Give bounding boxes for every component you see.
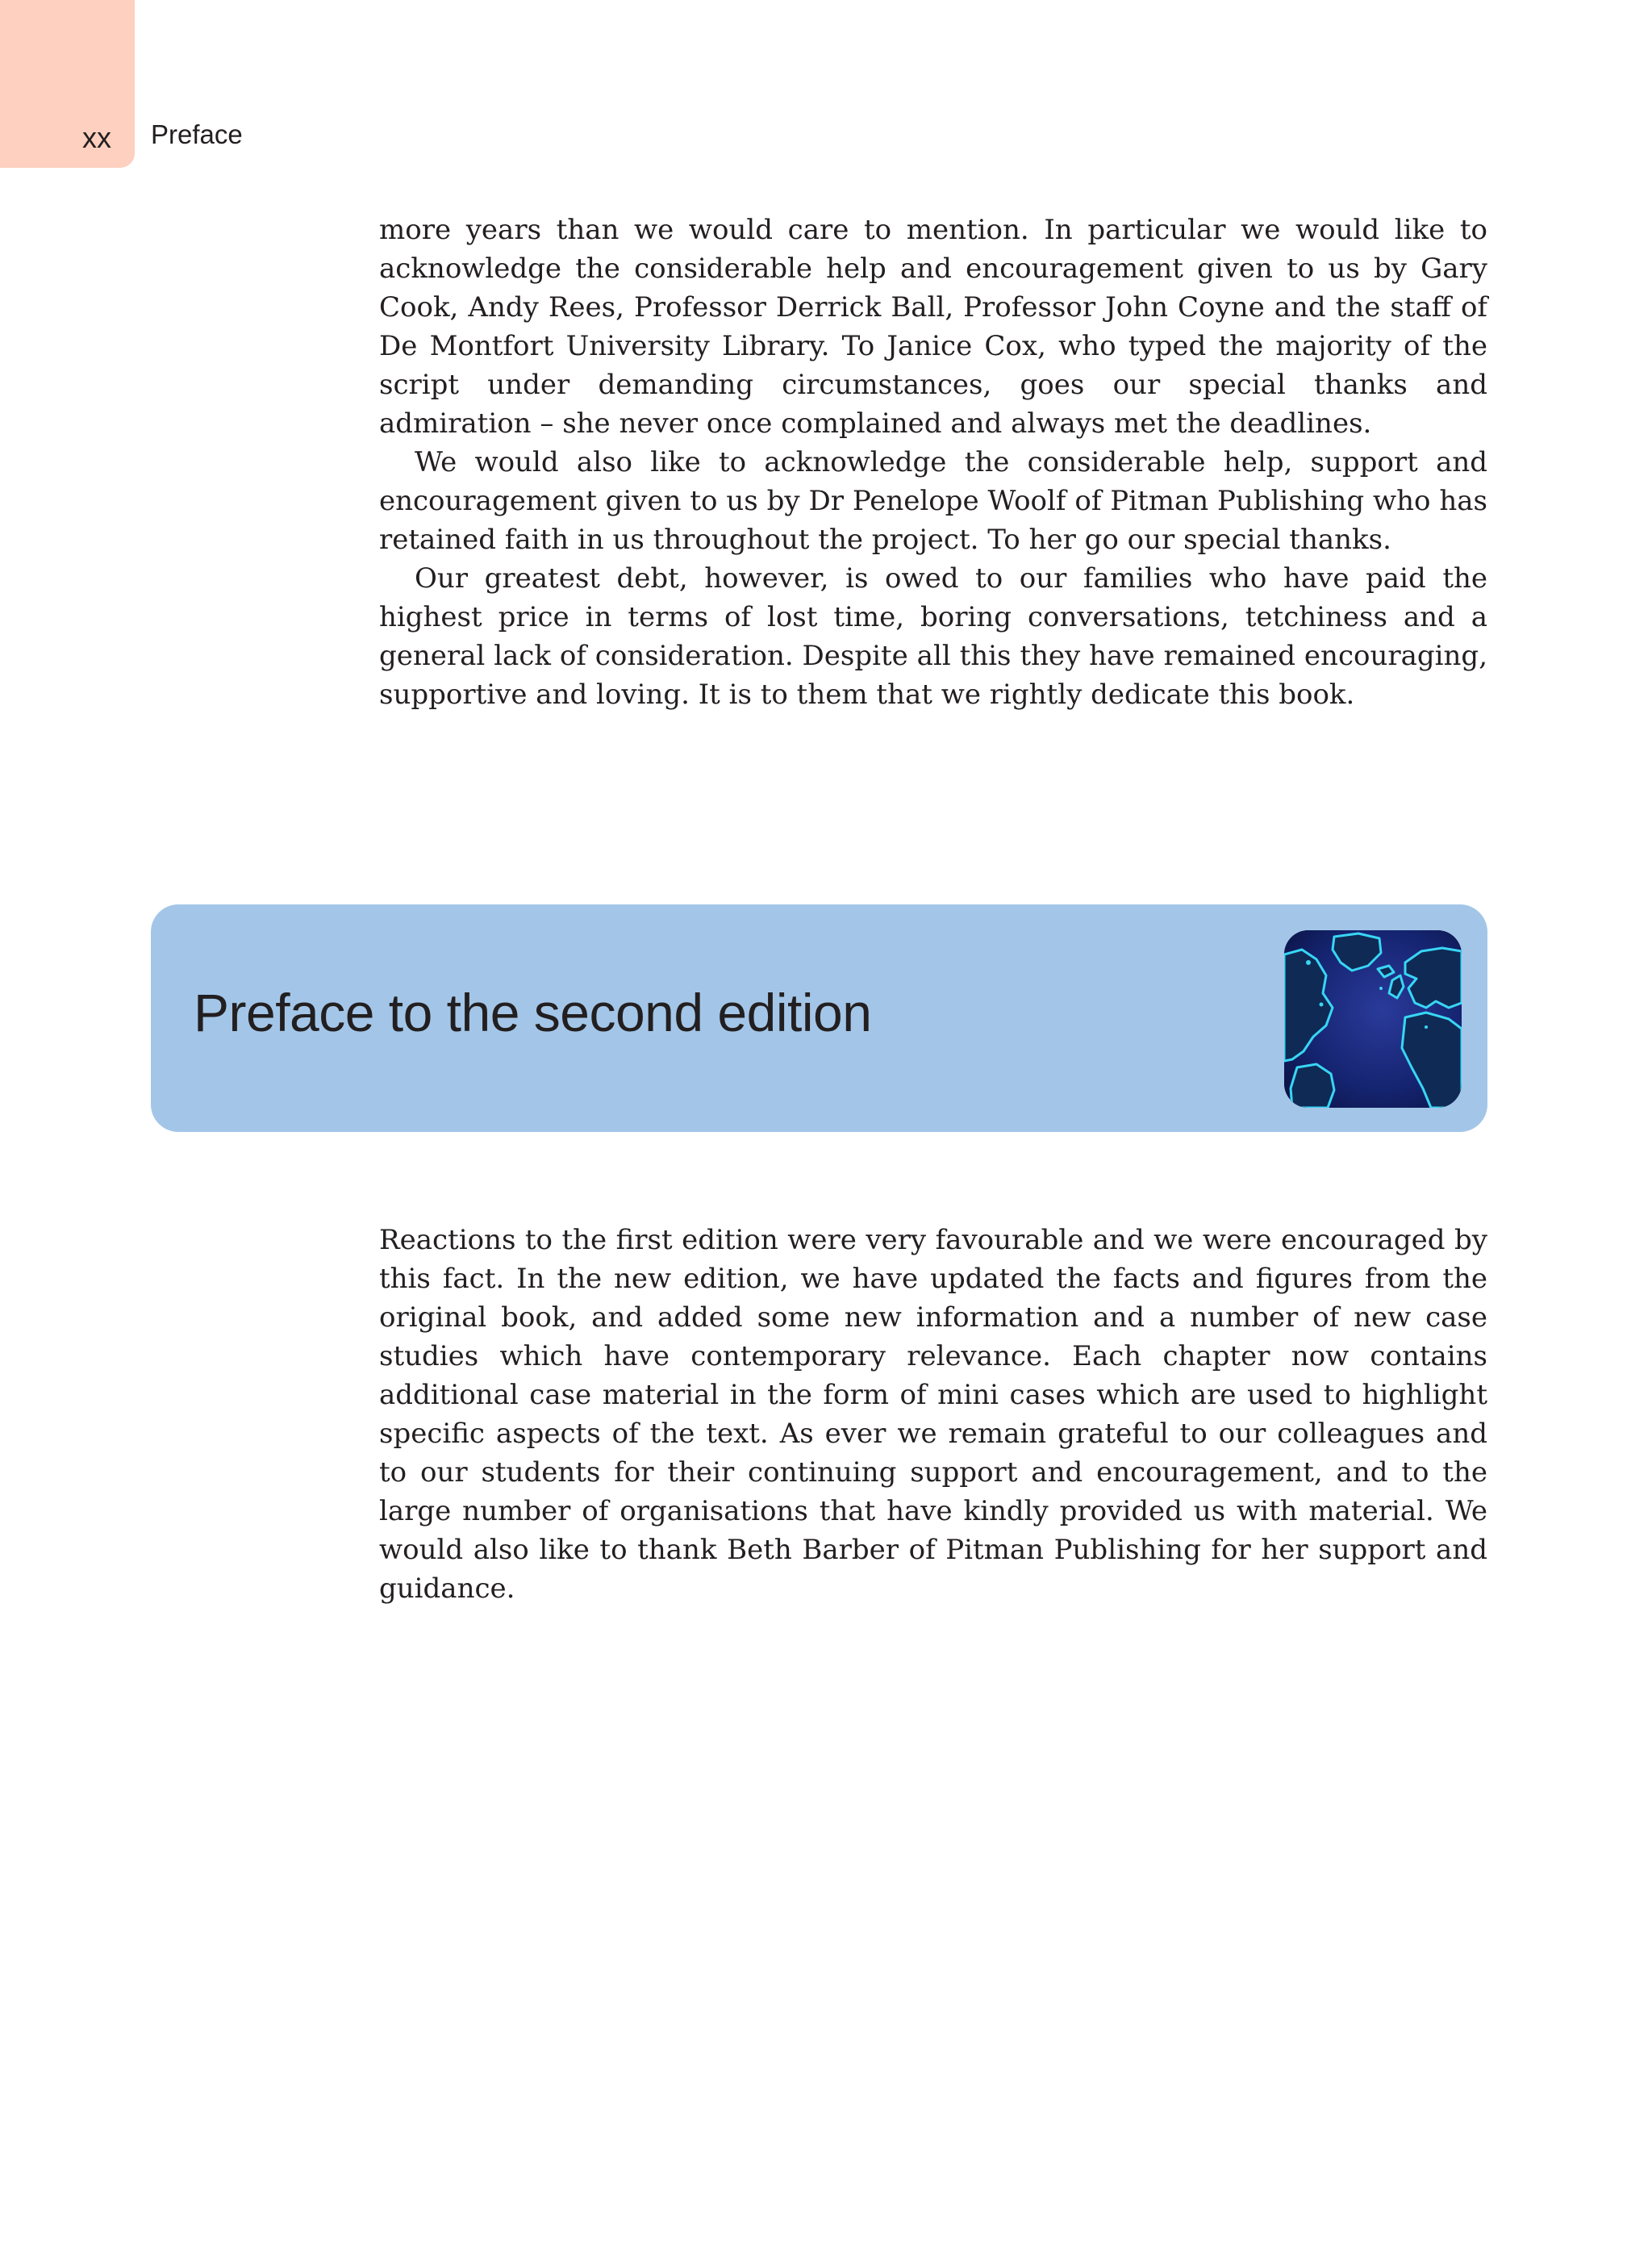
paragraph: more years than we would care to mention. In particular we would like to acknowledge the considerable help and encouragement given to us by Gary Cook, Andy Rees, Professor Derrick Ball, Professor John Coyne and the staff of De Montfort University Library. To Janice Cox, who typed the majority of the script under demanding circumstances, goes our special thanks and admiration – she never once complained and always met the deadlines. (379, 214, 1487, 440)
preface-continued-text (379, 211, 1487, 714)
paragraph: Our greatest debt, however, is owed to our families who have paid the highest price in terms of lost time, boring conversations, tetchiness and a general lack of consideration. Despite all this they have remained encouraging, supportive and loving. It is to them that we rightly dedicate this book. (379, 562, 1487, 711)
page-number: xx (82, 121, 111, 154)
world-map-icon (1284, 930, 1462, 1108)
paragraph: We would also like to acknowledge the considerable help, support and encouragement given to us by Dr Penelope Woolf of Pitman Publishing who has retained faith in us throughout the project. To her go our special thanks. (379, 446, 1487, 556)
second-edition-text (379, 1221, 1487, 1608)
paragraph: Reactions to the first edition were very favourable and we were encouraged by this fact. In the new edition, we have updated the facts and figures from the original book, and added some new information and a number of new case studies which have contemporary relevance. Each chapter now contains additional case material in the form of mini cases which are used to highlight specific aspects of the text. As ever we remain grateful to our colleagues and to our students for their continuing support and encouragement, and to the large number of organisations that have kindly provided us with material. We would also like to thank Beth Barber of Pitman Publishing for her support and guidance. (379, 1224, 1487, 1605)
section-heading-band (151, 904, 1487, 1132)
page-number-tab (0, 0, 135, 168)
running-head: Preface (151, 119, 243, 149)
section-title: Preface to the second edition (194, 983, 872, 1042)
